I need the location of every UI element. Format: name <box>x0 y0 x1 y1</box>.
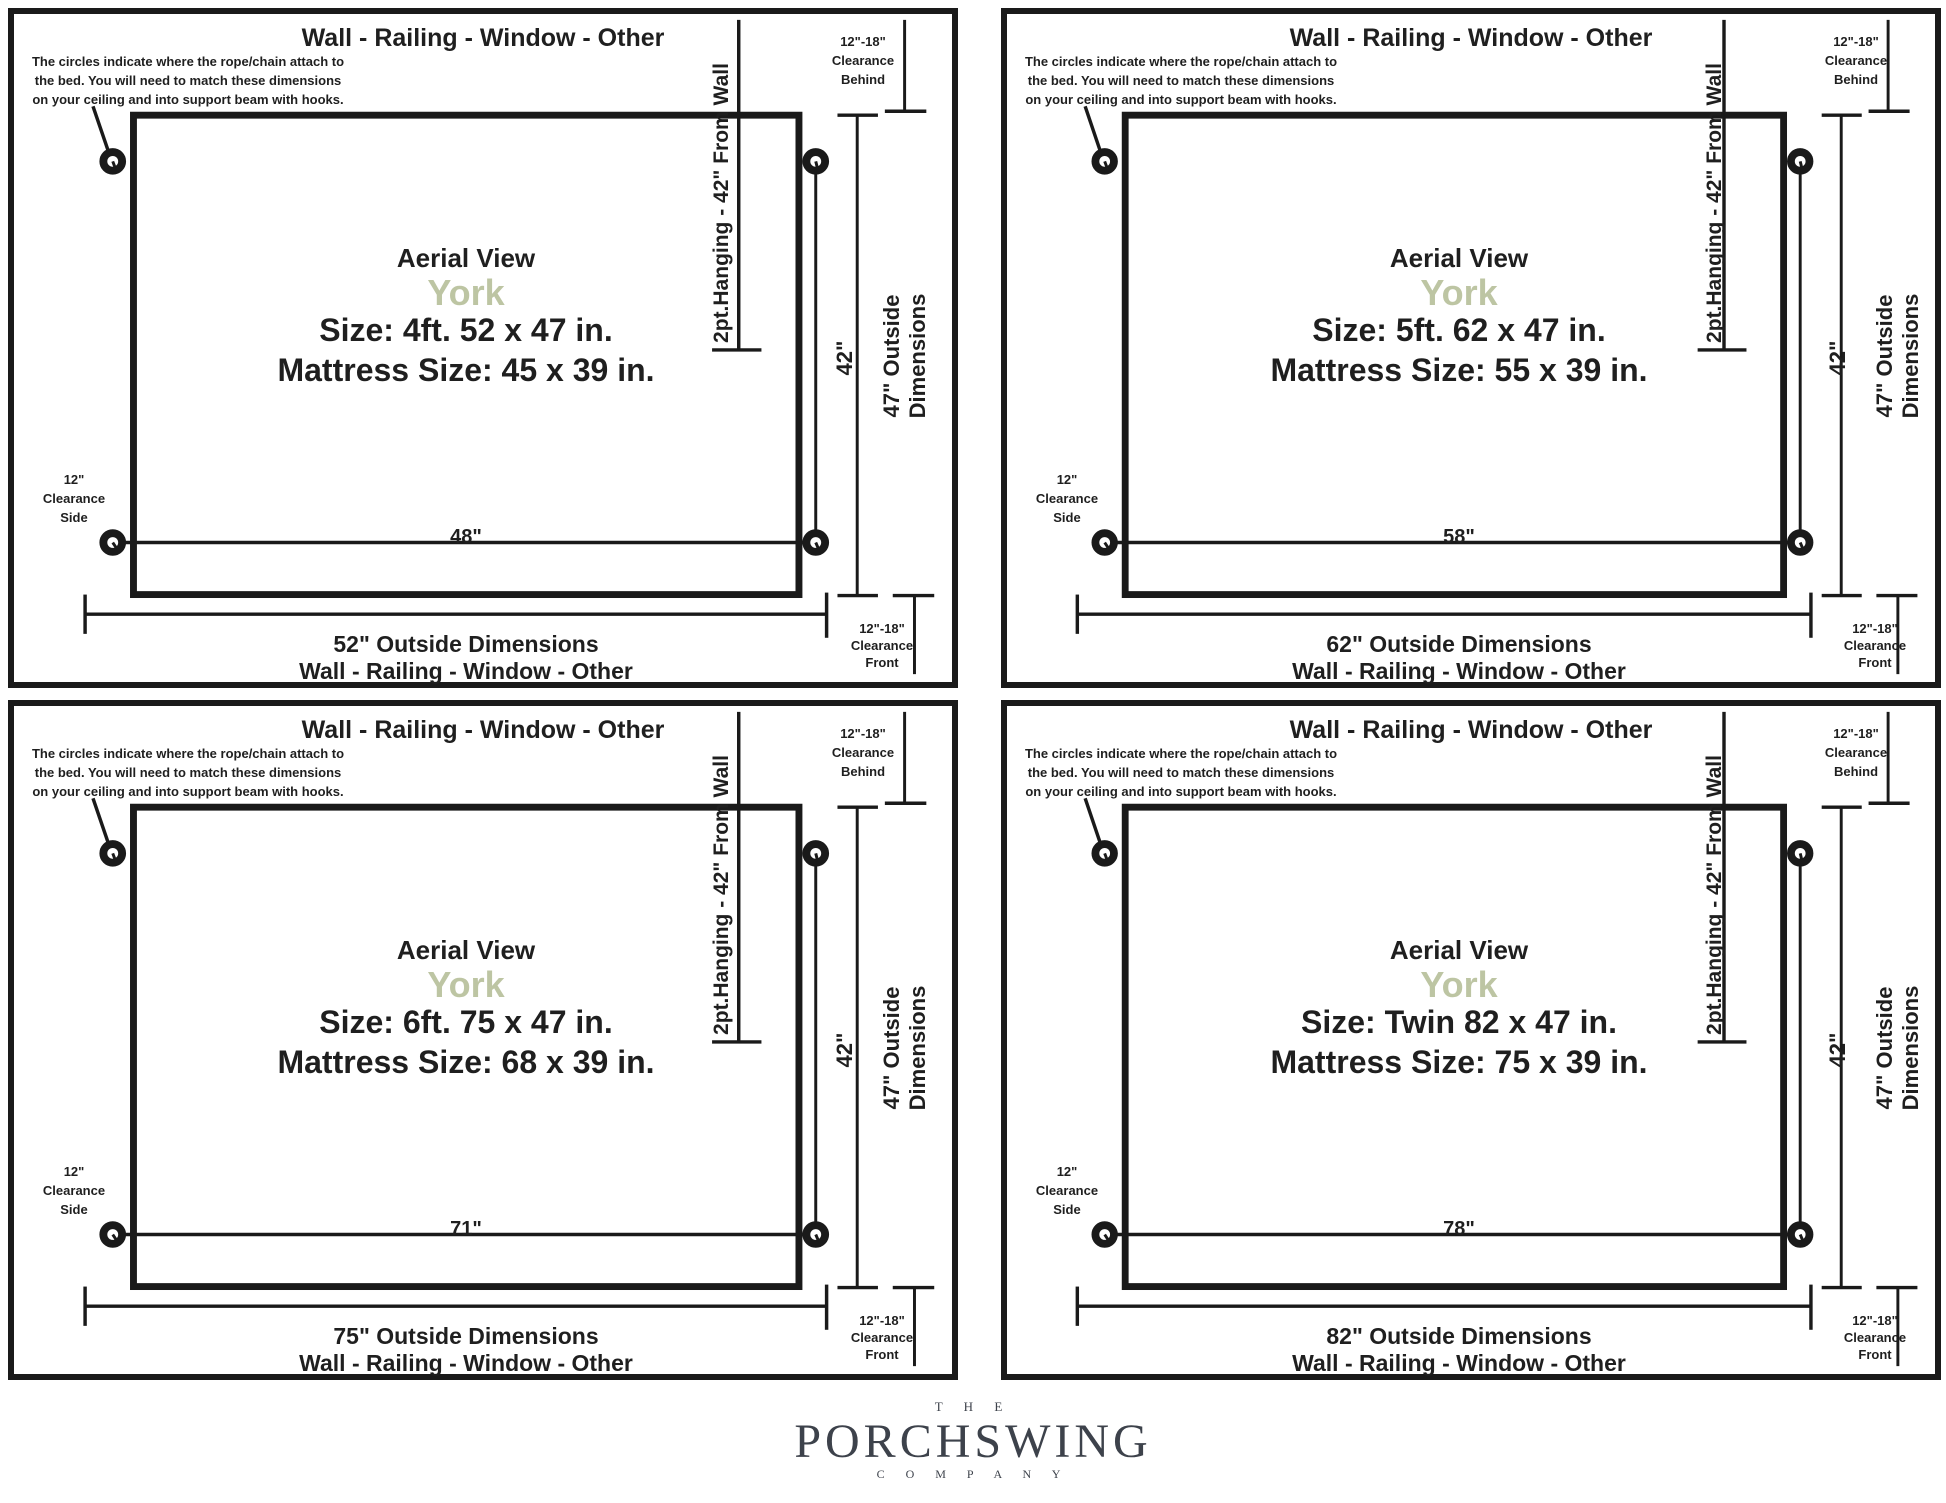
clearance-front-line: Clearance <box>850 1330 914 1345</box>
clearance-behind-label <box>802 724 924 781</box>
hanging-label: 2pt.Hanging - 42" From Wall <box>710 63 733 343</box>
clearance-front-label <box>1823 620 1927 671</box>
outside-height-label <box>879 270 933 442</box>
note-line: on your ceiling and into support beam with hooks. <box>1025 92 1337 107</box>
clearance-front-line: Clearance <box>1843 638 1907 653</box>
circle-stem <box>1800 853 1802 861</box>
clearance-behind-label <box>802 32 924 89</box>
note-line: the bed. You will need to match these dimensions <box>34 765 342 780</box>
clearance-front-line: Front <box>1858 1347 1892 1362</box>
wall-label-bottom: Wall - Railing - Window - Other <box>299 1350 633 1376</box>
clearance-behind-line: 12"-18" <box>840 726 886 741</box>
clearance-side-line: 12" <box>1056 1164 1078 1179</box>
clearance-front-line: Clearance <box>850 638 914 653</box>
model-name: York <box>427 964 505 1005</box>
clearance-side-line: 12" <box>1056 472 1078 487</box>
attachment-circle <box>1095 533 1114 552</box>
clearance-behind-line: 12"-18" <box>1833 34 1879 49</box>
attachment-note <box>1011 744 1351 801</box>
clearance-front-line: Front <box>865 655 899 670</box>
clearance-front-label <box>830 1312 934 1363</box>
logo-the-label: T H E <box>934 1399 1012 1414</box>
wall-label-top: Wall - Railing - Window - Other <box>1289 24 1653 52</box>
note-pointer-line <box>93 798 110 847</box>
model-name: York <box>1420 964 1498 1005</box>
outside-height-line: 47" Outside <box>1872 986 1897 1110</box>
clearance-front-label <box>1823 1312 1927 1363</box>
attachment-note <box>18 744 358 801</box>
note-line: on your ceiling and into support beam with hooks. <box>32 92 344 107</box>
clearance-behind-line: Clearance <box>1824 745 1888 760</box>
aerial-view-label: Aerial View <box>396 243 536 273</box>
outside-height-line: Dimensions <box>905 293 930 419</box>
note-pointer-line <box>1085 106 1102 155</box>
attachment-circle <box>1791 844 1810 863</box>
attachment-circle <box>1095 152 1114 171</box>
note-pointer-line <box>1085 798 1102 847</box>
model-name: York <box>427 272 505 313</box>
mattress-size-line: Mattress Size: 55 x 39 in. <box>1270 352 1648 388</box>
outside-height-line: 47" Outside <box>879 294 904 418</box>
clearance-front-line: 12"-18" <box>1852 621 1898 636</box>
clearance-side-label <box>1007 1162 1127 1219</box>
panel-size-twin <box>1001 700 1941 1380</box>
clearance-behind-line: Behind <box>840 72 886 87</box>
clearance-side-line: Clearance <box>42 1183 106 1198</box>
attachment-circle <box>1095 1225 1114 1244</box>
circle-stem <box>816 161 818 169</box>
size-line: Size: 5ft. 62 x 47 in. <box>1312 312 1606 348</box>
outside-height-label <box>1872 962 1926 1134</box>
clearance-front-line: 12"-18" <box>859 621 905 636</box>
note-line: The circles indicate where the rope/chain attach to <box>31 54 345 69</box>
clearance-front-label <box>830 620 934 671</box>
aerial-view-label: Aerial View <box>1389 243 1529 273</box>
attachment-note <box>18 52 358 109</box>
outside-height-line: Dimensions <box>905 985 930 1111</box>
note-line: on your ceiling and into support beam with hooks. <box>1025 784 1337 799</box>
note-line: The circles indicate where the rope/chain attach to <box>1024 54 1338 69</box>
circle-stem <box>816 853 818 861</box>
size-line: Size: 6ft. 75 x 47 in. <box>319 1004 613 1040</box>
clearance-behind-line: Clearance <box>1824 53 1888 68</box>
clearance-front-line: Front <box>1858 655 1892 670</box>
clearance-side-label <box>14 1162 134 1219</box>
inner-width-label: 48" <box>450 526 482 548</box>
attachment-circle <box>103 844 122 863</box>
outside-height-line: Dimensions <box>1898 293 1923 419</box>
drop-42-label: 42" <box>1825 340 1850 376</box>
note-line: The circles indicate where the rope/chain attach to <box>1024 746 1338 761</box>
outside-height-label <box>879 962 933 1134</box>
outside-height-line: Dimensions <box>1898 985 1923 1111</box>
clearance-side-line: Clearance <box>42 491 106 506</box>
clearance-behind-line: Behind <box>1833 72 1879 87</box>
note-line: the bed. You will need to match these dimensions <box>1027 73 1335 88</box>
aerial-view-label: Aerial View <box>396 935 536 965</box>
wall-label-bottom: Wall - Railing - Window - Other <box>1292 1350 1626 1376</box>
outside-height-line: 47" Outside <box>879 986 904 1110</box>
outside-width-label: 82" Outside Dimensions <box>1326 1323 1592 1349</box>
clearance-behind-line: Clearance <box>831 53 895 68</box>
outside-height-label <box>1872 270 1926 442</box>
attachment-circle <box>1095 844 1114 863</box>
attachment-note <box>1011 52 1351 109</box>
clearance-behind-line: 12"-18" <box>1833 726 1879 741</box>
wall-label-bottom: Wall - Railing - Window - Other <box>299 658 633 684</box>
clearance-side-line: Side <box>60 510 88 525</box>
outside-width-label: 75" Outside Dimensions <box>333 1323 599 1349</box>
note-line: the bed. You will need to match these dimensions <box>34 73 342 88</box>
clearance-side-line: 12" <box>63 1164 85 1179</box>
wall-label-top: Wall - Railing - Window - Other <box>1289 716 1653 744</box>
clearance-front-line: Clearance <box>1843 1330 1907 1345</box>
circle-stem <box>1800 161 1802 169</box>
clearance-side-line: 12" <box>63 472 85 487</box>
outside-width-label: 52" Outside Dimensions <box>333 631 599 657</box>
clearance-behind-line: Clearance <box>831 745 895 760</box>
logo-company-label: C O M P A N Y <box>876 1467 1070 1481</box>
note-line: the bed. You will need to match these dimensions <box>1027 765 1335 780</box>
clearance-side-line: Side <box>60 1202 88 1217</box>
note-line: on your ceiling and into support beam with hooks. <box>32 784 344 799</box>
panel-size-5ft <box>1001 8 1941 688</box>
size-line: Size: Twin 82 x 47 in. <box>1301 1004 1617 1040</box>
inner-width-label: 78" <box>1443 1218 1475 1240</box>
note-pointer-line <box>93 106 110 155</box>
clearance-side-line: Side <box>1053 510 1081 525</box>
outside-width-label: 62" Outside Dimensions <box>1326 631 1592 657</box>
inner-width-label: 71" <box>450 1218 482 1240</box>
clearance-behind-line: Behind <box>1833 764 1879 779</box>
clearance-side-line: Clearance <box>1035 491 1099 506</box>
mattress-size-line: Mattress Size: 75 x 39 in. <box>1270 1044 1648 1080</box>
size-line: Size: 4ft. 52 x 47 in. <box>319 312 613 348</box>
clearance-behind-line: 12"-18" <box>840 34 886 49</box>
clearance-front-line: 12"-18" <box>1852 1313 1898 1328</box>
hanging-label: 2pt.Hanging - 42" From Wall <box>1703 63 1726 343</box>
wall-label-top: Wall - Railing - Window - Other <box>301 24 665 52</box>
logo-brand-name: PORCHSWING <box>794 1415 1152 1468</box>
outside-height-line: 47" Outside <box>1872 294 1897 418</box>
clearance-behind-label <box>1795 32 1917 89</box>
note-line: The circles indicate where the rope/chain attach to <box>31 746 345 761</box>
aerial-view-label: Aerial View <box>1389 935 1529 965</box>
hanging-label: 2pt.Hanging - 42" From Wall <box>1703 755 1726 1035</box>
panel-size-6ft <box>8 700 958 1380</box>
drop-42-label: 42" <box>1825 1032 1850 1068</box>
clearance-behind-label <box>1795 724 1917 781</box>
clearance-side-label <box>1007 470 1127 527</box>
hanging-label: 2pt.Hanging - 42" From Wall <box>710 755 733 1035</box>
clearance-front-line: Front <box>865 1347 899 1362</box>
attachment-circle <box>806 844 825 863</box>
clearance-behind-line: Behind <box>840 764 886 779</box>
wall-label-top: Wall - Railing - Window - Other <box>301 716 665 744</box>
panel-size-4ft <box>8 8 958 688</box>
drop-42-label: 42" <box>832 340 857 376</box>
mattress-size-line: Mattress Size: 68 x 39 in. <box>277 1044 655 1080</box>
inner-width-label: 58" <box>1443 526 1475 548</box>
clearance-side-label <box>14 470 134 527</box>
model-name: York <box>1420 272 1498 313</box>
mattress-size-line: Mattress Size: 45 x 39 in. <box>277 352 655 388</box>
clearance-side-line: Side <box>1053 1202 1081 1217</box>
drop-42-label: 42" <box>832 1032 857 1068</box>
clearance-side-line: Clearance <box>1035 1183 1099 1198</box>
wall-label-bottom: Wall - Railing - Window - Other <box>1292 658 1626 684</box>
clearance-front-line: 12"-18" <box>859 1313 905 1328</box>
